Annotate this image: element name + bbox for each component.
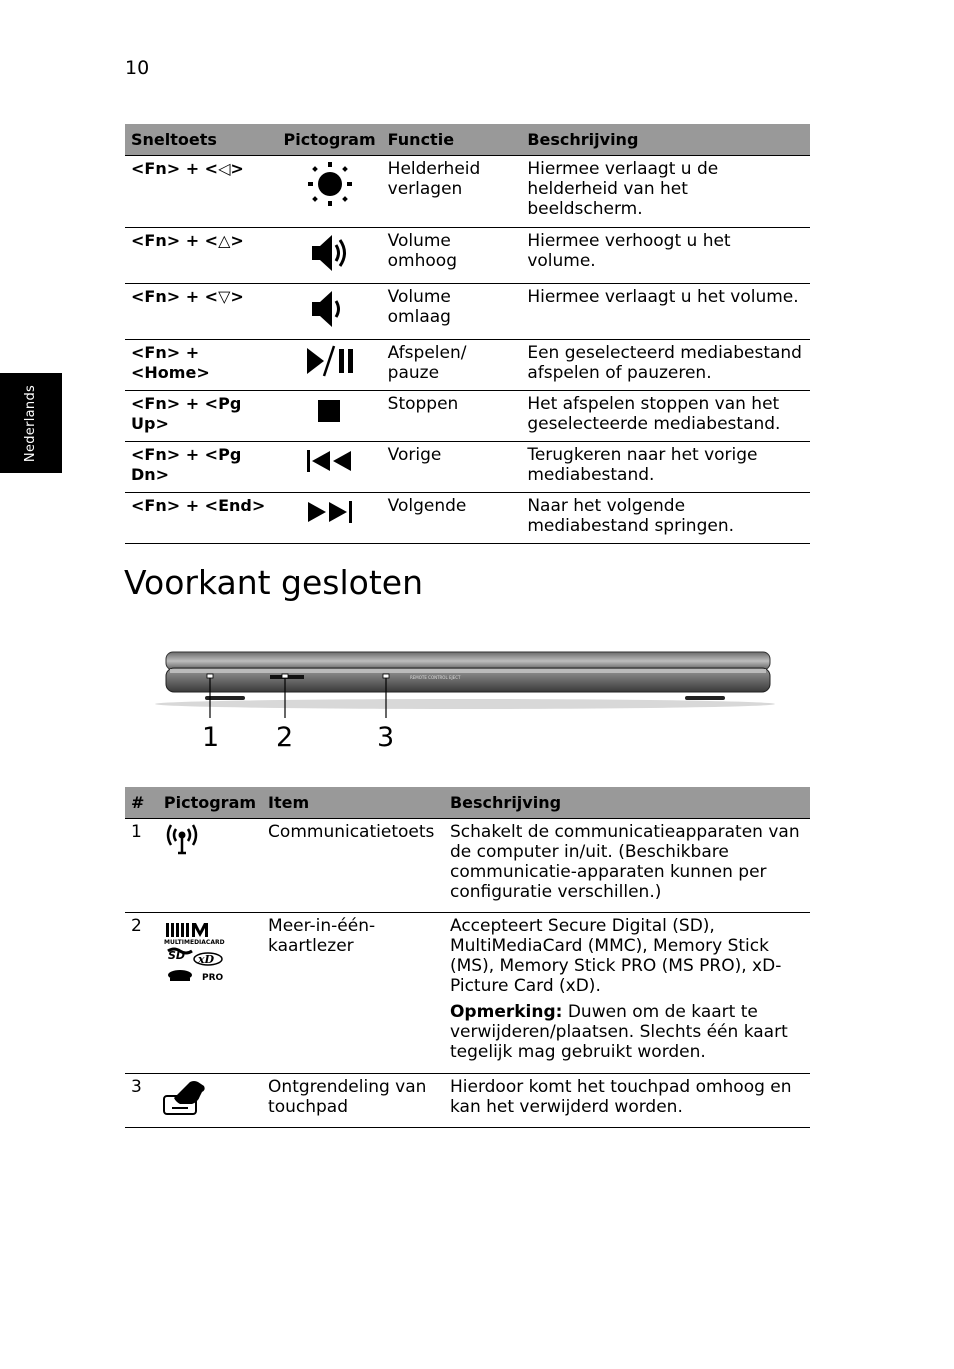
description-text: Schakelt de communicatieapparaten van de computer in/uit. (Beschikbare communicatie-apparaten kunnen per configuratie verschillen.) <box>444 819 810 913</box>
note <box>450 1002 804 1062</box>
next-icon <box>304 497 356 527</box>
header-pictogram: Pictogram <box>278 124 382 156</box>
header-beschrijving: Beschrijving <box>444 787 810 819</box>
touchpad-release-icon <box>160 1078 210 1118</box>
svg-text:xD: xD <box>197 953 214 966</box>
table-row <box>125 391 810 442</box>
item-number: 1 <box>125 819 158 913</box>
svg-text:SD: SD <box>167 949 185 962</box>
language-label: Nederlands <box>23 384 39 462</box>
description-text: Een geselecteerd mediabestand afspelen of pauzeren. <box>521 340 810 391</box>
table-header-row <box>125 124 810 156</box>
description-text: Hierdoor komt het touchpad omhoog en kan het verwijderd worden. <box>444 1074 810 1128</box>
shortcut-key: <Fn> + <▽> <box>125 284 278 340</box>
laptop-front-illustration <box>150 648 780 718</box>
shortcut-key: <Fn> + <◁> <box>125 156 278 228</box>
stop-icon <box>315 395 345 425</box>
item-number: 2 <box>125 913 158 1074</box>
table-row <box>125 340 810 391</box>
wireless-communication-icon <box>160 823 204 857</box>
shortcut-key: <Fn> + <End> <box>125 493 278 544</box>
page-number: 10 <box>125 57 150 79</box>
table-row <box>125 1074 810 1128</box>
shortcut-key: <Fn> + <Pg Dn> <box>125 442 278 493</box>
header-number: # <box>125 787 158 819</box>
item-name: Ontgrendeling van touchpad <box>262 1074 444 1128</box>
function-text: Vorige <box>382 442 522 493</box>
shortcut-table <box>125 124 810 544</box>
shortcut-key: <Fn> + <△> <box>125 228 278 284</box>
volume-up-icon <box>308 232 352 274</box>
item-number: 3 <box>125 1074 158 1128</box>
description-text: Hiermee verlaagt u de helderheid van het beeldscherm. <box>521 156 810 228</box>
function-text: Afspelen/ pauze <box>382 340 522 391</box>
function-text: Volgende <box>382 493 522 544</box>
table-row <box>125 284 810 340</box>
description-text: Het afspelen stoppen van het geselecteerde mediabestand. <box>521 391 810 442</box>
table-row <box>125 228 810 284</box>
table-row <box>125 819 810 913</box>
table-row <box>125 442 810 493</box>
header-pictogram: Pictogram <box>158 787 262 819</box>
shortcut-key: <Fn> + <Home> <box>125 340 278 391</box>
callout-2: 2 <box>276 722 294 753</box>
header-item: Item <box>262 787 444 819</box>
function-text: Helderheid verlagen <box>382 156 522 228</box>
header-sneltoets: Sneltoets <box>125 124 278 156</box>
brightness-down-icon <box>306 160 354 208</box>
description-text: Naar het volgende mediabestand springen. <box>521 493 810 544</box>
description-text: Hiermee verlaagt u het volume. <box>521 284 810 340</box>
items-table <box>125 787 810 1128</box>
play-pause-icon <box>304 344 356 378</box>
function-text: Volume omhoog <box>382 228 522 284</box>
item-name: Meer-in-één-kaartlezer <box>262 913 444 1074</box>
callout-3: 3 <box>377 722 395 753</box>
note-text: Duwen om de kaart te verwijderen/plaatsen. Slechts één kaart tegelijk mag gebruikt worden. <box>449 1002 788 1062</box>
previous-icon <box>304 446 356 476</box>
function-text: Stoppen <box>382 391 522 442</box>
callout-1: 1 <box>202 722 220 753</box>
table-row <box>125 156 810 228</box>
description-text: Accepteert Secure Digital (SD), MultiMediaCard (MMC), Memory Stick (MS), Memory Stick PRO (MS PRO), xD-Picture Card (xD). <box>449 916 782 996</box>
card-reader-logos-icon <box>160 917 230 989</box>
table-row <box>125 493 810 544</box>
shortcut-key: <Fn> + <Pg Up> <box>125 391 278 442</box>
volume-down-icon <box>308 288 352 330</box>
description-text: Hiermee verhoogt u het volume. <box>521 228 810 284</box>
multimediacard-text: MULTIMEDIACARD <box>163 939 225 946</box>
description-text: Terugkeren naar het vorige mediabestand. <box>521 442 810 493</box>
pro-text: PRO <box>201 973 224 983</box>
header-functie: Functie <box>382 124 522 156</box>
note-label: Opmerking: <box>449 1002 563 1022</box>
table-header-row <box>125 787 810 819</box>
header-beschrijving: Beschrijving <box>521 124 810 156</box>
language-side-tab <box>0 373 62 473</box>
function-text: Volume omlaag <box>382 284 522 340</box>
item-name: Communicatietoets <box>262 819 444 913</box>
device-label: REMOTE CONTROL EJECT <box>410 675 461 680</box>
table-row <box>125 913 810 1074</box>
section-title: Voorkant gesloten <box>124 563 424 602</box>
